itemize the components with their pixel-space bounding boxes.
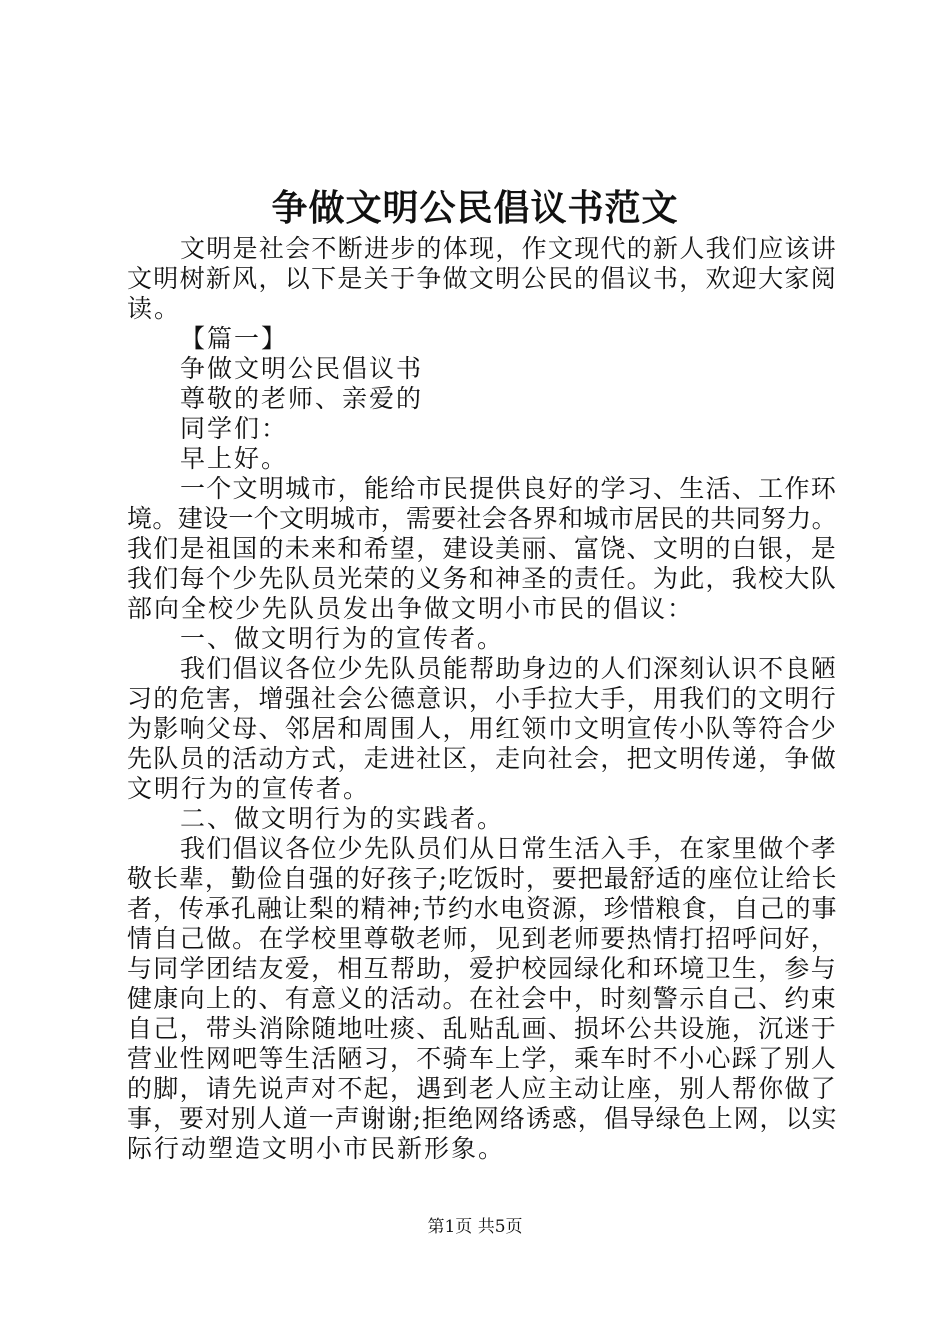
- page-footer: 第1页 共5页: [427, 1217, 523, 1237]
- body-line: 文明树新风，以下是关于争做文明公民的倡议书，欢迎大家阅: [127, 264, 838, 293]
- body-line: 文明是社会不断进步的体现，作文现代的新人我们应该讲: [180, 234, 838, 263]
- body-line: 与同学团结友爱，相互帮助，爱护校园绿化和环境卫生，参与: [127, 954, 838, 983]
- document-title: 争做文明公民倡议书范文: [271, 187, 679, 229]
- body-line: 敬长辈，勤俭自强的好孩子;吃饭时，要把最舒适的座位让给长: [127, 864, 838, 893]
- body-line: 一个文明城市，能给市民提供良好的学习、生活、工作环: [180, 474, 838, 503]
- body-line: 习的危害，增强社会公德意识，小手拉大手，用我们的文明行: [127, 684, 838, 713]
- body-line: 自己，带头消除随地吐痰、乱贴乱画、损坏公共设施，沉迷于: [127, 1014, 838, 1043]
- body-line: 读。: [127, 294, 182, 323]
- body-line: 我们每个少先队员光荣的义务和神圣的责任。为此，我校大队: [127, 564, 838, 593]
- body-line: 我们倡议各位少先队员能帮助身边的人们深刻认识不良陋: [180, 654, 838, 683]
- body-line: 一、做文明行为的宣传者。: [180, 624, 505, 653]
- body-line: 文明行为的宣传者。: [127, 774, 371, 803]
- body-line: 早上好。: [180, 444, 289, 473]
- document-body: [127, 234, 837, 1164]
- body-line: 健康向上的、有意义的活动。在社会中，时刻警示自己、约束: [127, 984, 838, 1013]
- body-line: 先队员的活动方式，走进社区，走向社会，把文明传递，争做: [127, 744, 838, 773]
- body-line: 同学们：: [180, 414, 289, 443]
- body-line: 境。建设一个文明城市，需要社会各界和城市居民的共同努力。: [127, 504, 838, 533]
- body-line: 【篇一】: [180, 324, 289, 353]
- body-line: 为影响父母、邻居和周围人，用红领巾文明宣传小队等符合少: [127, 714, 838, 743]
- body-line: 尊敬的老师、亲爱的: [180, 384, 424, 413]
- body-line: 营业性网吧等生活陋习，不骑车上学，乘车时不小心踩了别人: [127, 1044, 838, 1073]
- body-line: 情自己做。在学校里尊敬老师，见到老师要热情打招呼问好，: [127, 924, 838, 953]
- body-line: 的脚，请先说声对不起，遇到老人应主动让座，别人帮你做了: [127, 1074, 838, 1103]
- body-line: 争做文明公民倡议书: [180, 354, 424, 383]
- body-line: 我们倡议各位少先队员们从日常生活入手，在家里做个孝: [180, 834, 838, 863]
- body-line: 者，传承孔融让梨的精神;节约水电资源，珍惜粮食，自己的事: [127, 894, 838, 923]
- body-line: 部向全校少先队员发出争做文明小市民的倡议：: [127, 594, 695, 623]
- body-line: 际行动塑造文明小市民新形象。: [127, 1134, 506, 1163]
- body-line: 我们是祖国的未来和希望，建设美丽、富饶、文明的白银，是: [127, 534, 838, 563]
- body-line: 事，要对别人道一声谢谢;拒绝网络诱惑，倡导绿色上网，以实: [127, 1104, 838, 1133]
- body-line: 二、做文明行为的实践者。: [180, 804, 505, 833]
